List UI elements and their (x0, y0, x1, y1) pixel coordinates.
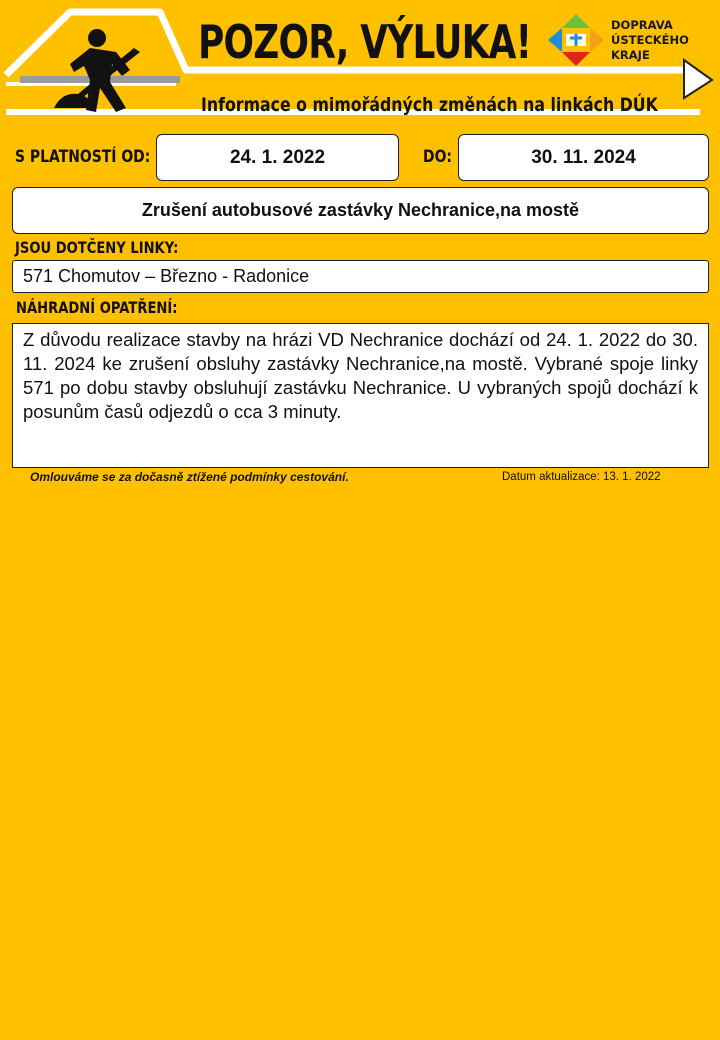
page-title: POZOR, VÝLUKA! (198, 15, 532, 69)
duk-logo-icon (548, 14, 604, 66)
arrow-right-icon (684, 60, 712, 98)
affected-lines: 571 Chomutov – Březno - Radonice (12, 260, 709, 293)
page-subtitle: Informace o mimořádných změnách na linkách DÚK (201, 94, 658, 116)
worker-digging-icon (54, 29, 140, 112)
replacement-text: Z důvodu realizace stavby na hrázi VD Nechranice dochází od 24. 1. 2022 do 30. 11. 2024 ke zrušení obsluhy zastávky Nechranice,na mostě. Vybrané spoje linky 571 po dobu stavby obsluhují zastávku Nechranice. U vybraných spojů dochází k posunům časů odjezdů o cca 3 minuty. (12, 323, 709, 468)
replacement-label: NÁHRADNÍ OPATŘENÍ: (16, 298, 178, 317)
apology-note: Omlouváme se za dočasně ztížené podmínky cestování. (30, 470, 349, 484)
logo-line: DOPRAVA (611, 18, 673, 32)
logo-line: ÚSTECKÉHO (611, 33, 689, 47)
valid-to-date: 30. 11. 2024 (458, 134, 709, 181)
valid-from-label: S PLATNOSTÍ OD: (15, 147, 151, 167)
notice-headline: Zrušení autobusové zastávky Nechranice,na mostě (12, 187, 709, 234)
logo-line: KRAJE (611, 48, 650, 62)
logo-text (611, 18, 689, 63)
update-date: Datum aktualizace: 13. 1. 2022 (502, 471, 661, 483)
affected-lines-label: JSOU DOTČENY LINKY: (15, 238, 179, 257)
valid-from-date: 24. 1. 2022 (156, 134, 399, 181)
valid-to-label: DO: (423, 147, 453, 167)
